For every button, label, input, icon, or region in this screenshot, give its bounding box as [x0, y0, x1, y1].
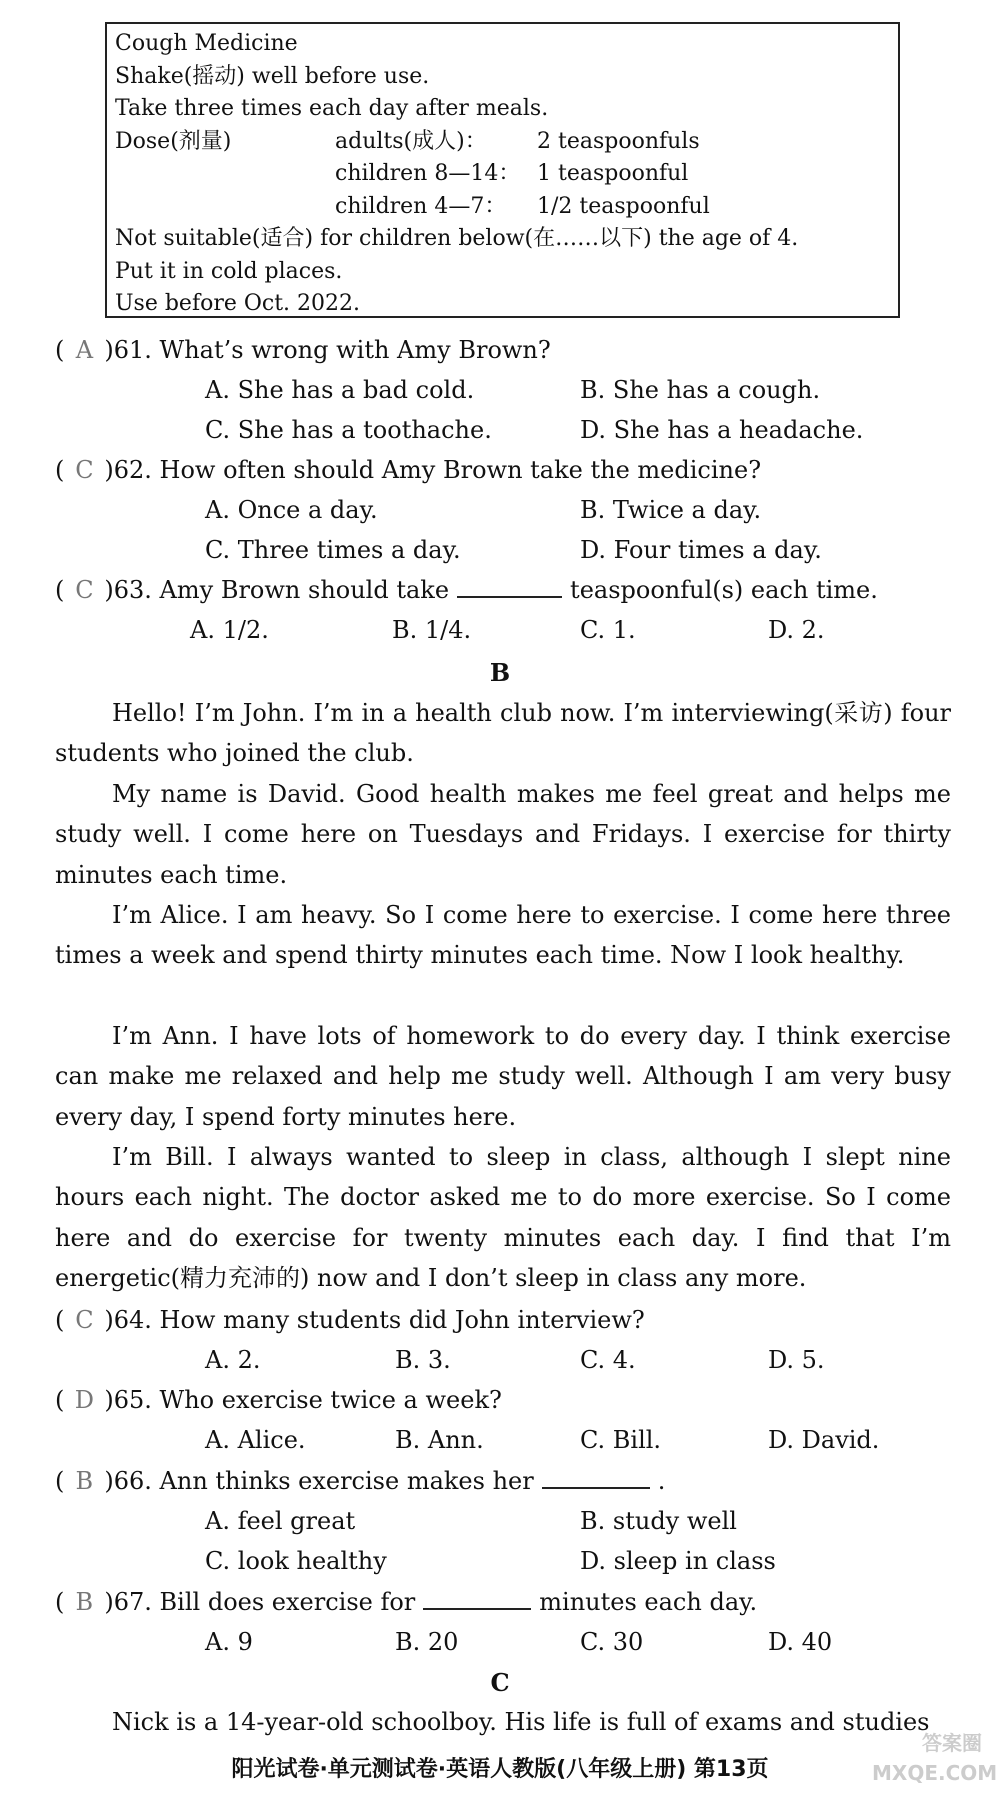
option: B. Twice a day. [580, 496, 762, 524]
option: C. 4. [580, 1346, 636, 1374]
option: B. study well [580, 1507, 737, 1535]
notice-title: Cough Medicine [115, 31, 298, 56]
option: D. She has a headache. [580, 416, 864, 444]
dose-amount: 1/2 teaspoonful [537, 193, 710, 219]
option: D. sleep in class [580, 1547, 776, 1575]
dose-amount: 2 teaspoonfuls [537, 128, 700, 154]
paren-open: ( [55, 1306, 65, 1334]
paren-open: ( [55, 576, 65, 604]
answer-blank [542, 1463, 650, 1489]
option: C. She has a toothache. [205, 416, 492, 444]
answer-mark: B [75, 1588, 94, 1616]
passage-paragraph: I’m Ann. I have lots of homework to do every day. I think exercise can make me relaxed and help me study well. Although I am very busy every day, I spend forty minutes here. [55, 1022, 951, 1131]
question-text-end: minutes each day. [539, 1588, 758, 1616]
watermark [872, 1728, 998, 1794]
section-c-heading: C [490, 1668, 510, 1697]
paren-open: ( [55, 1386, 65, 1414]
answer-mark: D [74, 1386, 94, 1414]
answer-mark: B [75, 1467, 94, 1495]
answer-mark: C [75, 576, 94, 604]
question-text: )62. How often should Amy Brown take the medicine? [104, 456, 762, 484]
option: A. 1/2. [190, 616, 269, 644]
option: A. 2. [205, 1346, 261, 1374]
paren-open: ( [55, 1588, 65, 1616]
notice-use-before: Use before Oct. 2022. [115, 291, 361, 316]
option: C. Bill. [580, 1426, 662, 1454]
watermark-top: 答案圈 [922, 1731, 982, 1755]
medicine-notice [105, 22, 900, 318]
question-text: )61. What’s wrong with Amy Brown? [104, 336, 551, 364]
option: B. She has a cough. [580, 376, 821, 404]
option: B. 1/4. [392, 616, 472, 644]
question-text-end: . [657, 1467, 666, 1495]
paren-open: ( [55, 336, 65, 364]
notice-not-suitable: Not suitable(适合) for children below(在……以下) the age of 4. [115, 226, 799, 251]
option: A. feel great [205, 1507, 356, 1535]
answer-mark: C [75, 456, 94, 484]
watermark-bottom: MXQE.COM [872, 1761, 998, 1785]
section-b-heading: B [489, 658, 511, 687]
answer-blank [423, 1584, 531, 1610]
dose-who: adults(成人)： [335, 128, 487, 154]
option: B. 20 [395, 1628, 459, 1656]
dose-who: children 8—14： [335, 161, 521, 186]
question-text: )63. Amy Brown should take [104, 576, 450, 604]
option: C. 1. [580, 616, 636, 644]
notice-store: Put it in cold places. [115, 258, 343, 284]
dose-amount: 1 teaspoonful [537, 161, 689, 186]
passage-c-first-line: Nick is a 14-year-old schoolboy. His life is full of exams and studies [112, 1708, 930, 1736]
passage-paragraph: My name is David. Good health makes me feel great and helps me study well. I come here on Tuesdays and Fridays. I exercise for thirty minutes each time. [55, 780, 951, 889]
question-65 [55, 1382, 502, 1418]
question-text-end: teaspoonful(s) each time. [570, 576, 878, 604]
option: B. Ann. [395, 1426, 484, 1454]
paren-open: ( [55, 1467, 65, 1495]
question-text: )67. Bill does exercise for [104, 1588, 416, 1616]
notice-shake: Shake(摇动) well before use. [115, 63, 430, 89]
question-text: )65. Who exercise twice a week? [104, 1386, 502, 1414]
option: A. Alice. [205, 1426, 306, 1454]
option: C. Three times a day. [205, 536, 461, 564]
question-63 [55, 572, 878, 608]
dose-label: Dose(剂量) [115, 128, 232, 154]
question-66 [55, 1463, 665, 1499]
option: D. 2. [768, 616, 825, 644]
question-64 [55, 1302, 645, 1338]
question-text: )66. Ann thinks exercise makes her [104, 1467, 534, 1495]
option: C. look healthy [205, 1547, 387, 1575]
notice-take: Take three times each day after meals. [115, 96, 549, 121]
option: C. 30 [580, 1628, 644, 1656]
question-61 [55, 332, 551, 368]
option: A. 9 [205, 1628, 253, 1656]
answer-mark: C [75, 1306, 94, 1334]
option: D. 40 [768, 1628, 833, 1656]
dose-who: children 4—7： [335, 193, 507, 219]
passage-paragraph: Hello! I’m John. I’m in a health club now. I’m interviewing(采访) four students who joined the club. [55, 699, 951, 768]
paren-open: ( [55, 456, 65, 484]
option: D. 5. [768, 1346, 825, 1374]
answer-blank [457, 572, 562, 598]
option: D. Four times a day. [580, 536, 822, 564]
question-62 [55, 452, 761, 488]
option: D. David. [768, 1426, 880, 1454]
passage-paragraph: I’m Alice. I am heavy. So I come here to exercise. I come here three times a week and spend thirty minutes each time. Now I look healthy. [55, 901, 951, 970]
page-footer: 阳光试卷·单元测试卷·英语人教版(八年级上册) 第13页 [231, 1757, 769, 1782]
dose-row [115, 158, 890, 191]
answer-mark: A [75, 336, 94, 364]
dose-row [115, 126, 890, 159]
passage-paragraph: I’m Bill. I always wanted to sleep in class, although I slept nine hours each night. The doctor asked me to do more exercise. So I come here and do exercise for twenty minutes each day. I find that I’m energetic(精力充沛的) now and I don’t sleep in class any more. [55, 1143, 951, 1292]
option: B. 3. [395, 1346, 451, 1374]
option: A. Once a day. [205, 496, 378, 524]
question-text: )64. How many students did John interview? [104, 1306, 645, 1334]
option: A. She has a bad cold. [205, 376, 475, 404]
question-67 [55, 1584, 757, 1620]
dose-row [115, 191, 890, 224]
